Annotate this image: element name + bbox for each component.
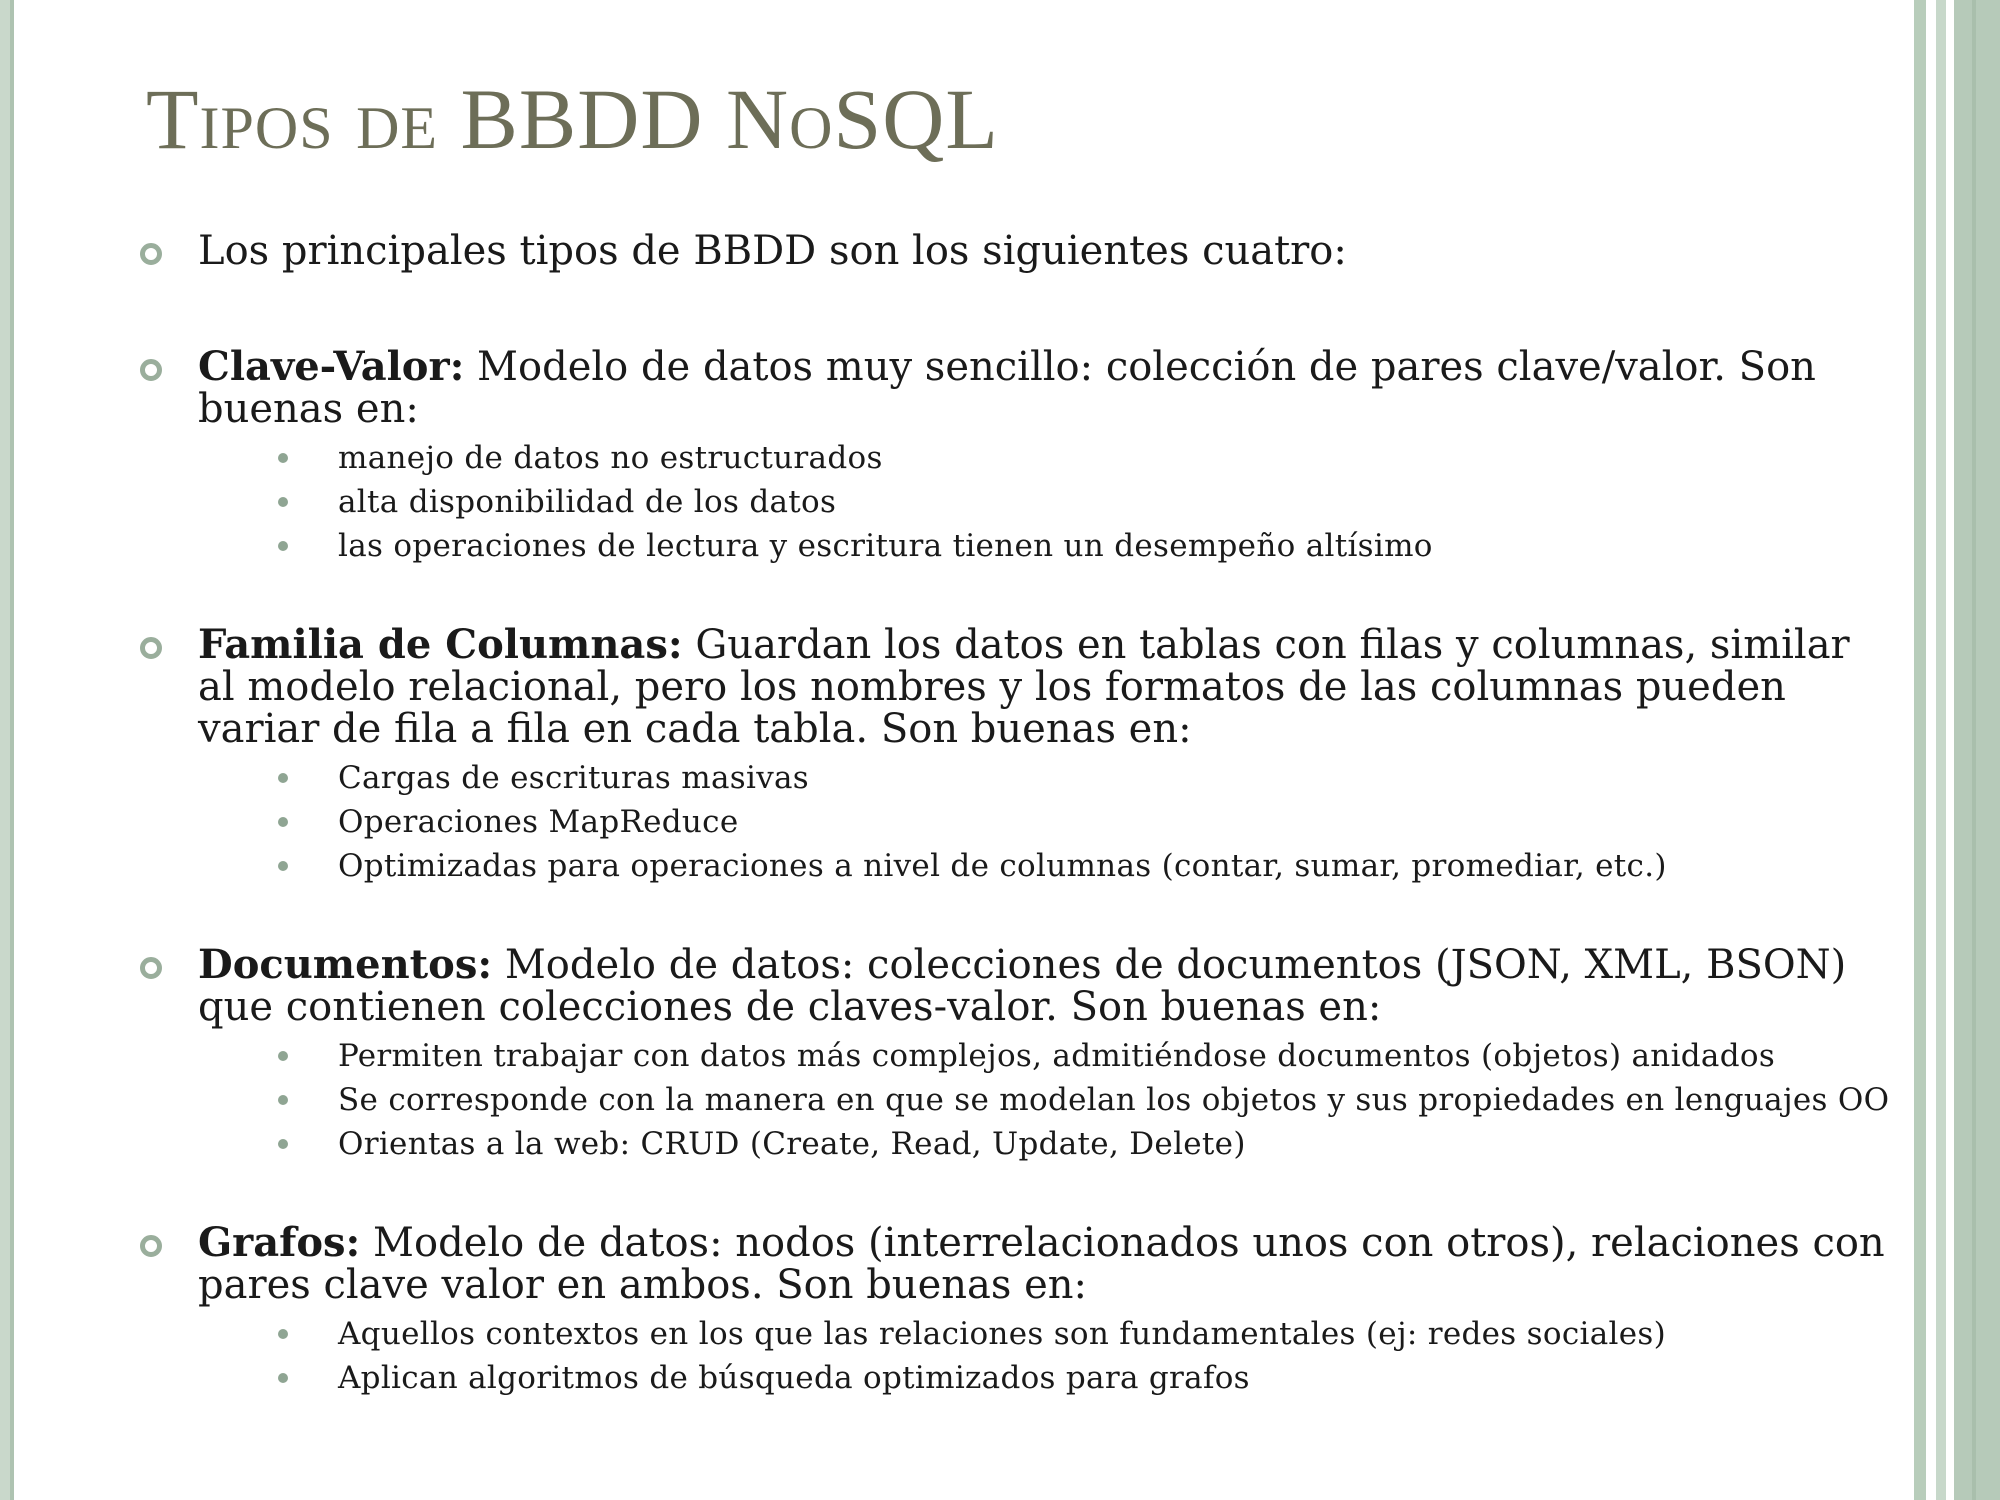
dot-bullet-icon — [278, 817, 288, 827]
list-item: Se corresponde con la manera en que se modelan los objetos y sus propiedades en lenguajes OO — [198, 1078, 1898, 1122]
dot-bullet-icon — [278, 1095, 288, 1105]
ring-bullet-icon — [140, 637, 162, 659]
ring-bullet-icon — [140, 243, 162, 265]
list-item: manejo de datos no estructurados — [198, 436, 1898, 480]
section-lead: Documentos: — [198, 941, 493, 988]
section-lead: Grafos: — [198, 1219, 361, 1266]
section-text: Modelo de datos: nodos (interrelacionados unos con otros), relaciones con pares clave valor en ambos. Son buenas en: — [198, 1220, 1885, 1308]
dot-bullet-icon — [278, 1139, 288, 1149]
ring-bullet-icon — [140, 957, 162, 979]
list-item: Operaciones MapReduce — [198, 800, 1898, 844]
left-border-decoration — [0, 0, 14, 1500]
list-item: alta disponibilidad de los datos — [198, 480, 1898, 524]
dot-bullet-icon — [278, 1373, 288, 1383]
list-item: Orientas a la web: CRUD (Create, Read, Update, Delete) — [198, 1122, 1898, 1166]
intro-text: Los principales tipos de BBDD son los siguientes cuatro: — [198, 228, 1347, 274]
intro-bullet — [138, 230, 1898, 272]
list-item: Optimizadas para operaciones a nivel de columnas (contar, sumar, promediar, etc.) — [198, 844, 1898, 888]
section-documentos — [138, 941, 1898, 1166]
section-text: Modelo de datos: colecciones de documentos (JSON, XML, BSON) que contienen colecciones de claves-valor. Son buenas en: — [198, 942, 1847, 1030]
right-border-decoration — [1914, 0, 2000, 1500]
section-clave-valor — [138, 343, 1898, 568]
dot-bullet-icon — [278, 773, 288, 783]
section-familia-de-columnas — [138, 621, 1898, 888]
list-item: Aplican algoritmos de búsqueda optimizados para grafos — [198, 1356, 1898, 1400]
ring-bullet-icon — [140, 1235, 162, 1257]
section-sublist — [198, 756, 1898, 888]
ring-bullet-icon — [140, 359, 162, 381]
section-sublist — [198, 1034, 1898, 1166]
dot-bullet-icon — [278, 541, 288, 551]
list-item: Permiten trabajar con datos más complejos, admitiéndose documentos (objetos) anidados — [198, 1034, 1898, 1078]
dot-bullet-icon — [278, 861, 288, 871]
section-lead: Clave-Valor: — [198, 343, 465, 390]
dot-bullet-icon — [278, 497, 288, 507]
section-text: Modelo de datos muy sencillo: colección de pares clave/valor. Son buenas en: — [198, 344, 1816, 432]
dot-bullet-icon — [278, 1051, 288, 1061]
list-item: Aquellos contextos en los que las relaciones son fundamentales (ej: redes sociales) — [198, 1312, 1898, 1356]
list-item: Cargas de escrituras masivas — [198, 756, 1898, 800]
list-item: las operaciones de lectura y escritura tienen un desempeño altísimo — [198, 524, 1898, 568]
dot-bullet-icon — [278, 1329, 288, 1339]
section-text: Guardan los datos en tablas con filas y columnas, similar al modelo relacional, pero los nombres y los formatos de las columnas pueden variar de fila a fila en cada tabla. Son buenas en: — [198, 622, 1850, 752]
slide-title: Tipos de BBDD NoSQL — [146, 71, 999, 167]
section-sublist — [198, 1312, 1898, 1400]
section-grafos — [138, 1219, 1898, 1400]
section-lead: Familia de Columnas: — [198, 621, 683, 668]
section-sublist — [198, 436, 1898, 568]
slide-content — [138, 230, 1898, 1400]
dot-bullet-icon — [278, 453, 288, 463]
